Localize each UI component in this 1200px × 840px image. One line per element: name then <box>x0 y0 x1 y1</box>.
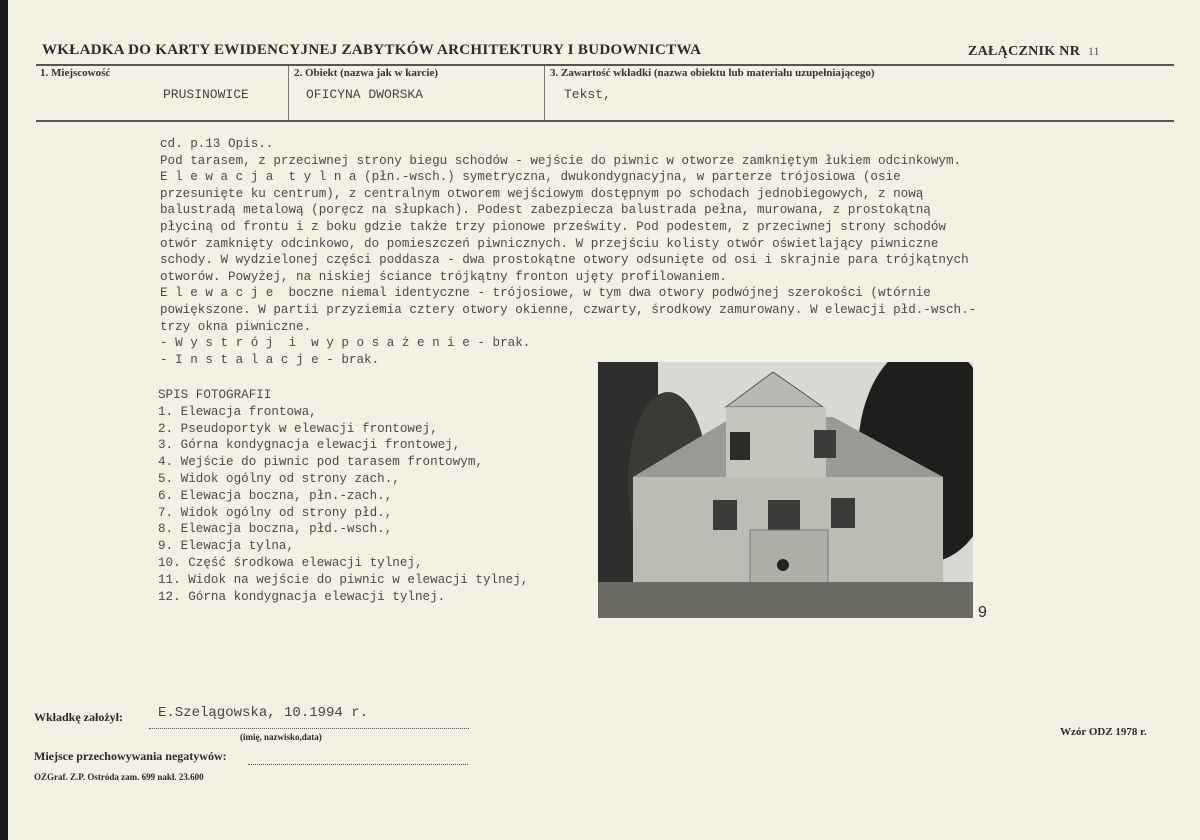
list-item: 6. Elewacja boczna, płn.-zach., <box>158 488 393 503</box>
description-text <box>160 136 976 368</box>
header-rule <box>36 64 1174 66</box>
list-item: 8. Elewacja boczna, płd.-wsch., <box>158 522 393 537</box>
list-item: 10. Część środkowa elewacji tylnej, <box>158 555 423 570</box>
desc-line: otwór zamknięty odcinkowo, do pomieszczeń piwnicznych. W przejściu kolisty otwór oświetlający piwniczne <box>160 236 939 251</box>
photo-list-title: SPIS FOTOGRAFII <box>158 388 272 402</box>
list-item: 7. Widok ogólny od strony płd., <box>158 505 393 520</box>
list-item: 4. Wejście do piwnic pod tarasem frontowym, <box>158 455 483 470</box>
desc-line: płyciną od frontu i z boku gdzie także trzy pionowe prześwity. Pod podestem, z przeciwnej strony schodów <box>160 219 946 234</box>
print-info: OZGraf. Z.P. Ostróda zam. 699 nakł. 23.600 <box>34 772 204 782</box>
desc-line: E l e w a c j e boczne niemal identyczne - trójosiowe, w tym dwa otwory podwójnej szerokości (wtórnie <box>160 286 931 301</box>
field-value-locality: PRUSINOWICE <box>163 87 249 102</box>
author-label: Wkładkę założył: <box>34 710 123 724</box>
list-item: 2. Pseudoportyk w elewacji frontowej, <box>158 421 438 436</box>
document-title: WKŁADKA DO KARTY EWIDENCYJNEJ ZABYTKÓW ARCHITEKTURY I BUDOWNICTWA <box>42 42 702 58</box>
field-value-contents: Tekst, <box>564 87 611 102</box>
divider <box>544 66 545 120</box>
author-value: E.Szelągowska, 10.1994 r. <box>158 705 369 721</box>
field-value-object: OFICYNA DWORSKA <box>306 87 424 102</box>
list-item: 12. Górna kondygnacja elewacji tylnej. <box>158 589 446 604</box>
desc-line: trzy okna piwniczne. <box>160 319 312 334</box>
list-item: 5. Widok ogólny od strony zach., <box>158 471 400 486</box>
list-item: 9. Elewacja tylna, <box>158 539 295 554</box>
field-label-locality: 1. Miejscowość <box>40 67 111 79</box>
desc-line: - W y s t r ó j i w y p o s a ż e n i e - brak. <box>160 336 531 351</box>
negatives-label: Miejsce przechowywania negatywów: <box>34 749 227 763</box>
desc-line: Pod tarasem, z przeciwnej strony biegu schodów - wejście do piwnic w otworze zamkniętym łukiem odcinkowym. <box>160 153 962 168</box>
list-item: 3. Górna kondygnacja elewacji frontowej, <box>158 438 461 453</box>
photo-number: 9 <box>978 604 987 621</box>
list-item: 11. Widok na wejście do piwnic w elewacji tylnej, <box>158 572 529 587</box>
desc-line: schody. W wydzielonej części poddasza - dwa prostokątne otwory odsunięte od osi i skrajnie para trójkątnych <box>160 253 969 268</box>
desc-line: - I n s t a l a c j e - brak. <box>160 352 380 367</box>
author-line <box>149 728 469 729</box>
building-photo <box>598 362 973 618</box>
template-info: Wzór ODZ 1978 r. <box>1060 726 1147 738</box>
desc-line: przesunięte ku centrum), z centralnym otworem wejściowym dostępnym po schodach jednobiegowych, z nową <box>160 186 924 201</box>
list-item: 1. Elewacja frontowa, <box>158 404 317 419</box>
divider <box>288 66 289 120</box>
fields-rule <box>36 120 1174 122</box>
attachment-number: 11 <box>1088 44 1100 58</box>
negatives-line <box>248 764 468 765</box>
desc-line: powiększone. W partii przyziemia cztery otwory okienne, czwarty, środkowy zamurowany. W elewacji płd.-wsch.- <box>160 302 977 317</box>
document-page <box>8 0 1200 840</box>
attachment-label: ZAŁĄCZNIK NR <box>968 44 1081 59</box>
field-label-object: 2. Obiekt (nazwa jak w karcie) <box>294 67 439 79</box>
desc-line: cd. p.13 Opis.. <box>160 137 274 151</box>
desc-line: balustradą metalową (poręcz na słupkach). Podest zabezpiecza balustrada pełna, murowana, z prostokątną <box>160 203 931 218</box>
photo-list <box>158 387 528 605</box>
desc-line: E l e w a c j a t y l n a (płn.-wsch.) symetryczna, dwukondygnacyjna, w parterze trójosiowa (osie <box>160 170 901 185</box>
desc-line: otworów. Powyżej, na niskiej ściance trójkątny fronton ujęty profilowaniem. <box>160 269 727 284</box>
field-label-contents: 3. Zawartość wkładki (nazwa obiektu lub materiału uzupełniającego) <box>550 67 875 79</box>
author-hint: (imię, nazwisko,data) <box>240 732 322 742</box>
